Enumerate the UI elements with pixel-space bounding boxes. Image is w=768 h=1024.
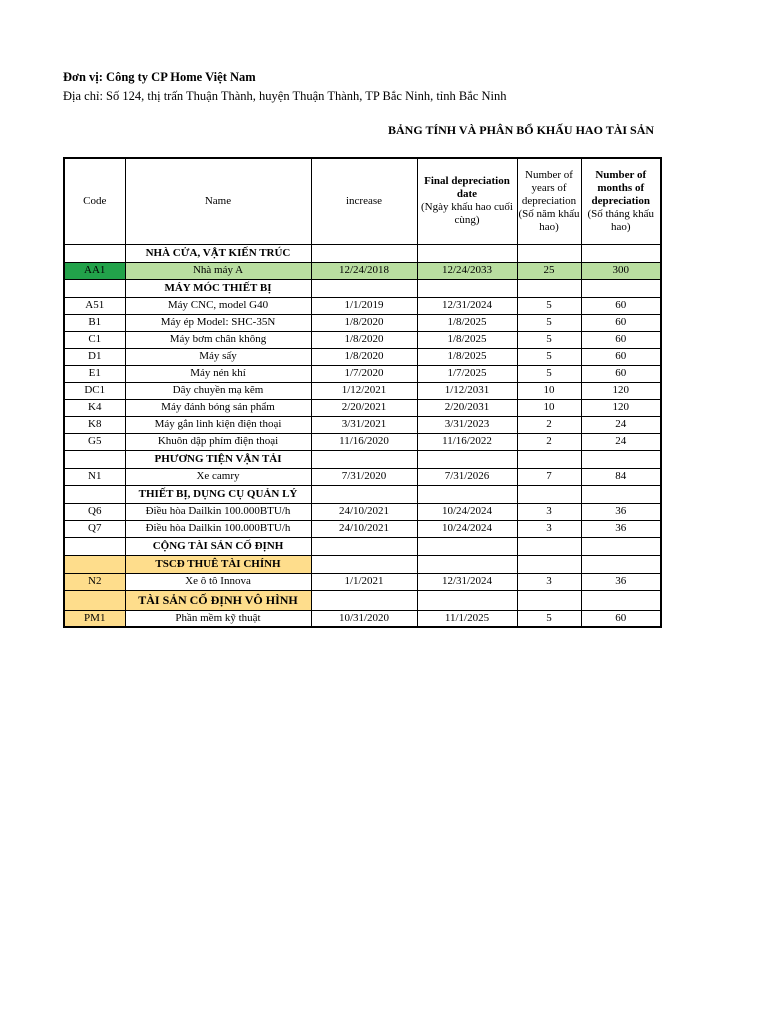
section-row — [64, 590, 661, 610]
section-empty-cell — [417, 244, 517, 262]
cell-final-date: 11/1/2025 — [417, 610, 517, 627]
cell-years: 5 — [517, 348, 581, 365]
cell-months: 24 — [581, 433, 661, 450]
column-header-years — [517, 158, 581, 244]
cell-code: D1 — [64, 348, 125, 365]
cell-years: 5 — [517, 610, 581, 627]
cell-code: G5 — [64, 433, 125, 450]
section-empty-cell — [517, 485, 581, 503]
cell-increase: 7/31/2020 — [311, 468, 417, 485]
years-subtitle: (Số năm khấu hao) — [518, 207, 580, 233]
cell-final-date: 10/24/2024 — [417, 503, 517, 520]
cell-code: Q6 — [64, 503, 125, 520]
company-name: Đơn vị: Công ty CP Home Việt Nam — [63, 70, 256, 84]
section-row — [64, 537, 661, 555]
cell-name: Điều hòa Dailkin 100.000BTU/h — [125, 520, 311, 537]
column-header-months — [581, 158, 661, 244]
section-empty-cell — [581, 279, 661, 297]
section-empty-cell — [581, 450, 661, 468]
table-row — [64, 573, 661, 590]
section-row — [64, 450, 661, 468]
section-empty-cell — [417, 537, 517, 555]
table-row — [64, 503, 661, 520]
cell-name: Dây chuyền mạ kẽm — [125, 382, 311, 399]
column-header-final-date — [417, 158, 517, 244]
cell-code: N2 — [64, 573, 125, 590]
section-label: TSCĐ THUÊ TÀI CHÍNH — [125, 555, 311, 573]
section-empty-cell — [517, 590, 581, 610]
column-header-name: Name — [125, 158, 311, 244]
cell-increase: 24/10/2021 — [311, 503, 417, 520]
cell-months: 36 — [581, 573, 661, 590]
section-empty-cell — [417, 450, 517, 468]
cell-name: Máy gắn linh kiện điện thoại — [125, 416, 311, 433]
cell-months: 84 — [581, 468, 661, 485]
months-subtitle: (Số tháng khấu hao) — [587, 207, 655, 233]
cell-code: K4 — [64, 399, 125, 416]
section-label: PHƯƠNG TIỆN VẬN TẢI — [125, 450, 311, 468]
section-empty-cell — [517, 450, 581, 468]
cell-name: Nhà máy A — [125, 262, 311, 279]
table-row — [64, 610, 661, 627]
cell-code: AA1 — [64, 262, 125, 279]
table-row — [64, 468, 661, 485]
cell-months: 60 — [581, 331, 661, 348]
cell-years: 2 — [517, 433, 581, 450]
section-empty-cell — [581, 244, 661, 262]
section-label: CỘNG TÀI SẢN CỐ ĐỊNH — [125, 537, 311, 555]
cell-name: Máy bơm chân không — [125, 331, 311, 348]
section-empty-cell — [517, 279, 581, 297]
section-empty-cell — [311, 555, 417, 573]
cell-years: 5 — [517, 331, 581, 348]
cell-increase: 3/31/2021 — [311, 416, 417, 433]
section-label: THIẾT BỊ, DỤNG CỤ QUẢN LÝ — [125, 485, 311, 503]
cell-name: Điều hòa Dailkin 100.000BTU/h — [125, 503, 311, 520]
table-row — [64, 331, 661, 348]
cell-increase: 1/8/2020 — [311, 348, 417, 365]
cell-final-date: 11/16/2022 — [417, 433, 517, 450]
table-row — [64, 399, 661, 416]
cell-increase: 2/20/2021 — [311, 399, 417, 416]
section-code-cell — [64, 555, 125, 573]
cell-years: 2 — [517, 416, 581, 433]
cell-code: K8 — [64, 416, 125, 433]
cell-final-date: 7/31/2026 — [417, 468, 517, 485]
cell-years: 10 — [517, 382, 581, 399]
cell-years: 3 — [517, 503, 581, 520]
section-row — [64, 279, 661, 297]
cell-months: 120 — [581, 382, 661, 399]
table-body — [64, 244, 661, 627]
cell-years: 7 — [517, 468, 581, 485]
section-label: NHÀ CỬA, VẬT KIẾN TRÚC — [125, 244, 311, 262]
cell-code: C1 — [64, 331, 125, 348]
cell-years: 5 — [517, 297, 581, 314]
final-date-title: Final depreciation date — [424, 175, 510, 201]
section-empty-cell — [311, 590, 417, 610]
cell-months: 60 — [581, 365, 661, 382]
cell-code: E1 — [64, 365, 125, 382]
section-empty-cell — [311, 537, 417, 555]
section-code-cell — [64, 537, 125, 555]
cell-increase: 1/1/2021 — [311, 573, 417, 590]
cell-years: 3 — [517, 573, 581, 590]
cell-final-date: 10/24/2024 — [417, 520, 517, 537]
section-row — [64, 485, 661, 503]
section-empty-cell — [517, 244, 581, 262]
cell-years: 3 — [517, 520, 581, 537]
table-row — [64, 365, 661, 382]
company-address: Địa chỉ: Số 124, thị trấn Thuận Thành, huyện Thuận Thành, TP Bắc Ninh, tỉnh Bắc Ninh — [63, 89, 507, 103]
cell-increase: 1/8/2020 — [311, 331, 417, 348]
section-empty-cell — [581, 537, 661, 555]
cell-final-date: 12/31/2024 — [417, 297, 517, 314]
section-row — [64, 244, 661, 262]
table-row — [64, 262, 661, 279]
section-empty-cell — [311, 279, 417, 297]
table-row — [64, 433, 661, 450]
section-code-cell — [64, 279, 125, 297]
cell-name: Máy sấy — [125, 348, 311, 365]
cell-months: 36 — [581, 520, 661, 537]
depreciation-table — [63, 157, 662, 628]
cell-name: Xe ô tô Innova — [125, 573, 311, 590]
final-date-subtitle: (Ngày khấu hao cuối cùng) — [421, 201, 513, 227]
cell-name: Máy ép Model: SHC-35N — [125, 314, 311, 331]
cell-months: 300 — [581, 262, 661, 279]
years-title: Number of years of depreciation — [521, 168, 577, 207]
section-empty-cell — [417, 555, 517, 573]
section-empty-cell — [581, 590, 661, 610]
table-row — [64, 297, 661, 314]
cell-increase: 10/31/2020 — [311, 610, 417, 627]
table-row — [64, 314, 661, 331]
cell-increase: 1/12/2021 — [311, 382, 417, 399]
cell-name: Phần mềm kỹ thuật — [125, 610, 311, 627]
cell-years: 5 — [517, 365, 581, 382]
section-code-cell — [64, 450, 125, 468]
cell-increase: 1/8/2020 — [311, 314, 417, 331]
cell-months: 60 — [581, 297, 661, 314]
table-row — [64, 520, 661, 537]
section-empty-cell — [517, 555, 581, 573]
cell-increase: 11/16/2020 — [311, 433, 417, 450]
cell-months: 60 — [581, 610, 661, 627]
cell-increase: 12/24/2018 — [311, 262, 417, 279]
cell-final-date: 12/31/2024 — [417, 573, 517, 590]
cell-final-date: 1/7/2025 — [417, 365, 517, 382]
cell-years: 25 — [517, 262, 581, 279]
cell-code: DC1 — [64, 382, 125, 399]
column-header-increase: increase — [311, 158, 417, 244]
cell-final-date: 2/20/2031 — [417, 399, 517, 416]
cell-years: 5 — [517, 314, 581, 331]
section-empty-cell — [311, 485, 417, 503]
section-label: TÀI SẢN CỐ ĐỊNH VÔ HÌNH — [125, 590, 311, 610]
section-row — [64, 555, 661, 573]
cell-name: Khuôn dập phím điện thoại — [125, 433, 311, 450]
cell-increase: 24/10/2021 — [311, 520, 417, 537]
section-empty-cell — [417, 590, 517, 610]
section-code-cell — [64, 485, 125, 503]
cell-years: 10 — [517, 399, 581, 416]
section-empty-cell — [517, 537, 581, 555]
cell-name: Máy đánh bóng sản phẩm — [125, 399, 311, 416]
cell-code: N1 — [64, 468, 125, 485]
section-label: MÁY MÓC THIẾT BỊ — [125, 279, 311, 297]
section-empty-cell — [311, 450, 417, 468]
table-row — [64, 382, 661, 399]
cell-code: A51 — [64, 297, 125, 314]
section-empty-cell — [581, 485, 661, 503]
months-title: Number of months of depreciation — [591, 168, 650, 207]
cell-months: 60 — [581, 314, 661, 331]
cell-final-date: 1/12/2031 — [417, 382, 517, 399]
cell-increase: 1/7/2020 — [311, 365, 417, 382]
section-code-cell — [64, 590, 125, 610]
cell-increase: 1/1/2019 — [311, 297, 417, 314]
header-row — [64, 158, 661, 244]
cell-name: Xe camry — [125, 468, 311, 485]
cell-months: 36 — [581, 503, 661, 520]
cell-code: Q7 — [64, 520, 125, 537]
cell-final-date: 1/8/2025 — [417, 331, 517, 348]
section-empty-cell — [581, 555, 661, 573]
section-empty-cell — [417, 485, 517, 503]
section-empty-cell — [311, 244, 417, 262]
cell-final-date: 1/8/2025 — [417, 348, 517, 365]
section-code-cell — [64, 244, 125, 262]
cell-months: 60 — [581, 348, 661, 365]
cell-months: 24 — [581, 416, 661, 433]
cell-code: B1 — [64, 314, 125, 331]
cell-code: PM1 — [64, 610, 125, 627]
cell-name: Máy CNC, model G40 — [125, 297, 311, 314]
document-title: BẢNG TÍNH VÀ PHÂN BỔ KHẤU HAO TÀI SẢN — [388, 123, 655, 137]
cell-name: Máy nén khí — [125, 365, 311, 382]
cell-final-date: 12/24/2033 — [417, 262, 517, 279]
cell-final-date: 1/8/2025 — [417, 314, 517, 331]
section-empty-cell — [417, 279, 517, 297]
cell-months: 120 — [581, 399, 661, 416]
table-row — [64, 348, 661, 365]
table-row — [64, 416, 661, 433]
cell-final-date: 3/31/2023 — [417, 416, 517, 433]
column-header-code: Code — [64, 158, 125, 244]
